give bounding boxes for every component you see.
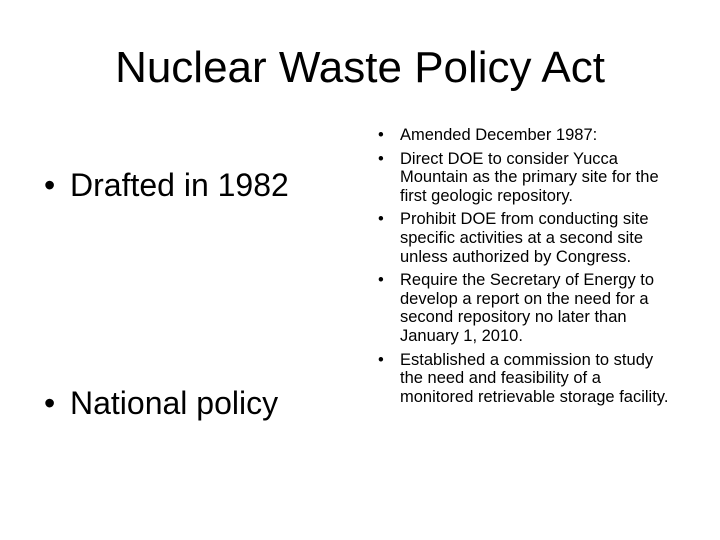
bullet-glyph: • bbox=[378, 210, 384, 229]
right-bullet-item bbox=[378, 150, 678, 206]
right-bullet-text: Require the Secretary of Energy to develop a report on the need for a second repository no later than January 1, 2010. bbox=[400, 271, 655, 345]
right-bullet-item bbox=[378, 351, 678, 407]
left-bullet-text: Drafted in 1982 bbox=[70, 167, 289, 203]
bullet-glyph: • bbox=[44, 167, 56, 203]
right-bullet-text: Established a commission to study the need and feasibility of a monitored retrievable storage facility. bbox=[400, 350, 669, 406]
right-bullet-text: Prohibit DOE from conducting site specific activities at a second site unless authorized by Congress. bbox=[400, 210, 649, 266]
right-bullet-text: Direct DOE to consider Yucca Mountain as the primary site for the first geologic repository. bbox=[400, 149, 659, 205]
bullet-glyph: • bbox=[378, 149, 384, 168]
slide-title: Nuclear Waste Policy Act bbox=[115, 43, 605, 92]
bullet-glyph: • bbox=[378, 350, 384, 369]
right-bullet-list bbox=[378, 126, 678, 411]
left-bullet-text: National policy bbox=[70, 385, 279, 421]
right-bullet-item bbox=[378, 210, 678, 266]
right-bullet-text: Amended December 1987: bbox=[400, 126, 598, 144]
bullet-glyph: • bbox=[44, 385, 56, 421]
left-bullet-item bbox=[44, 166, 354, 204]
right-bullet-item bbox=[378, 271, 678, 345]
right-bullet-item bbox=[378, 126, 678, 145]
bullet-glyph: • bbox=[378, 271, 384, 290]
bullet-glyph: • bbox=[378, 126, 384, 144]
left-bullet-item bbox=[44, 384, 354, 422]
